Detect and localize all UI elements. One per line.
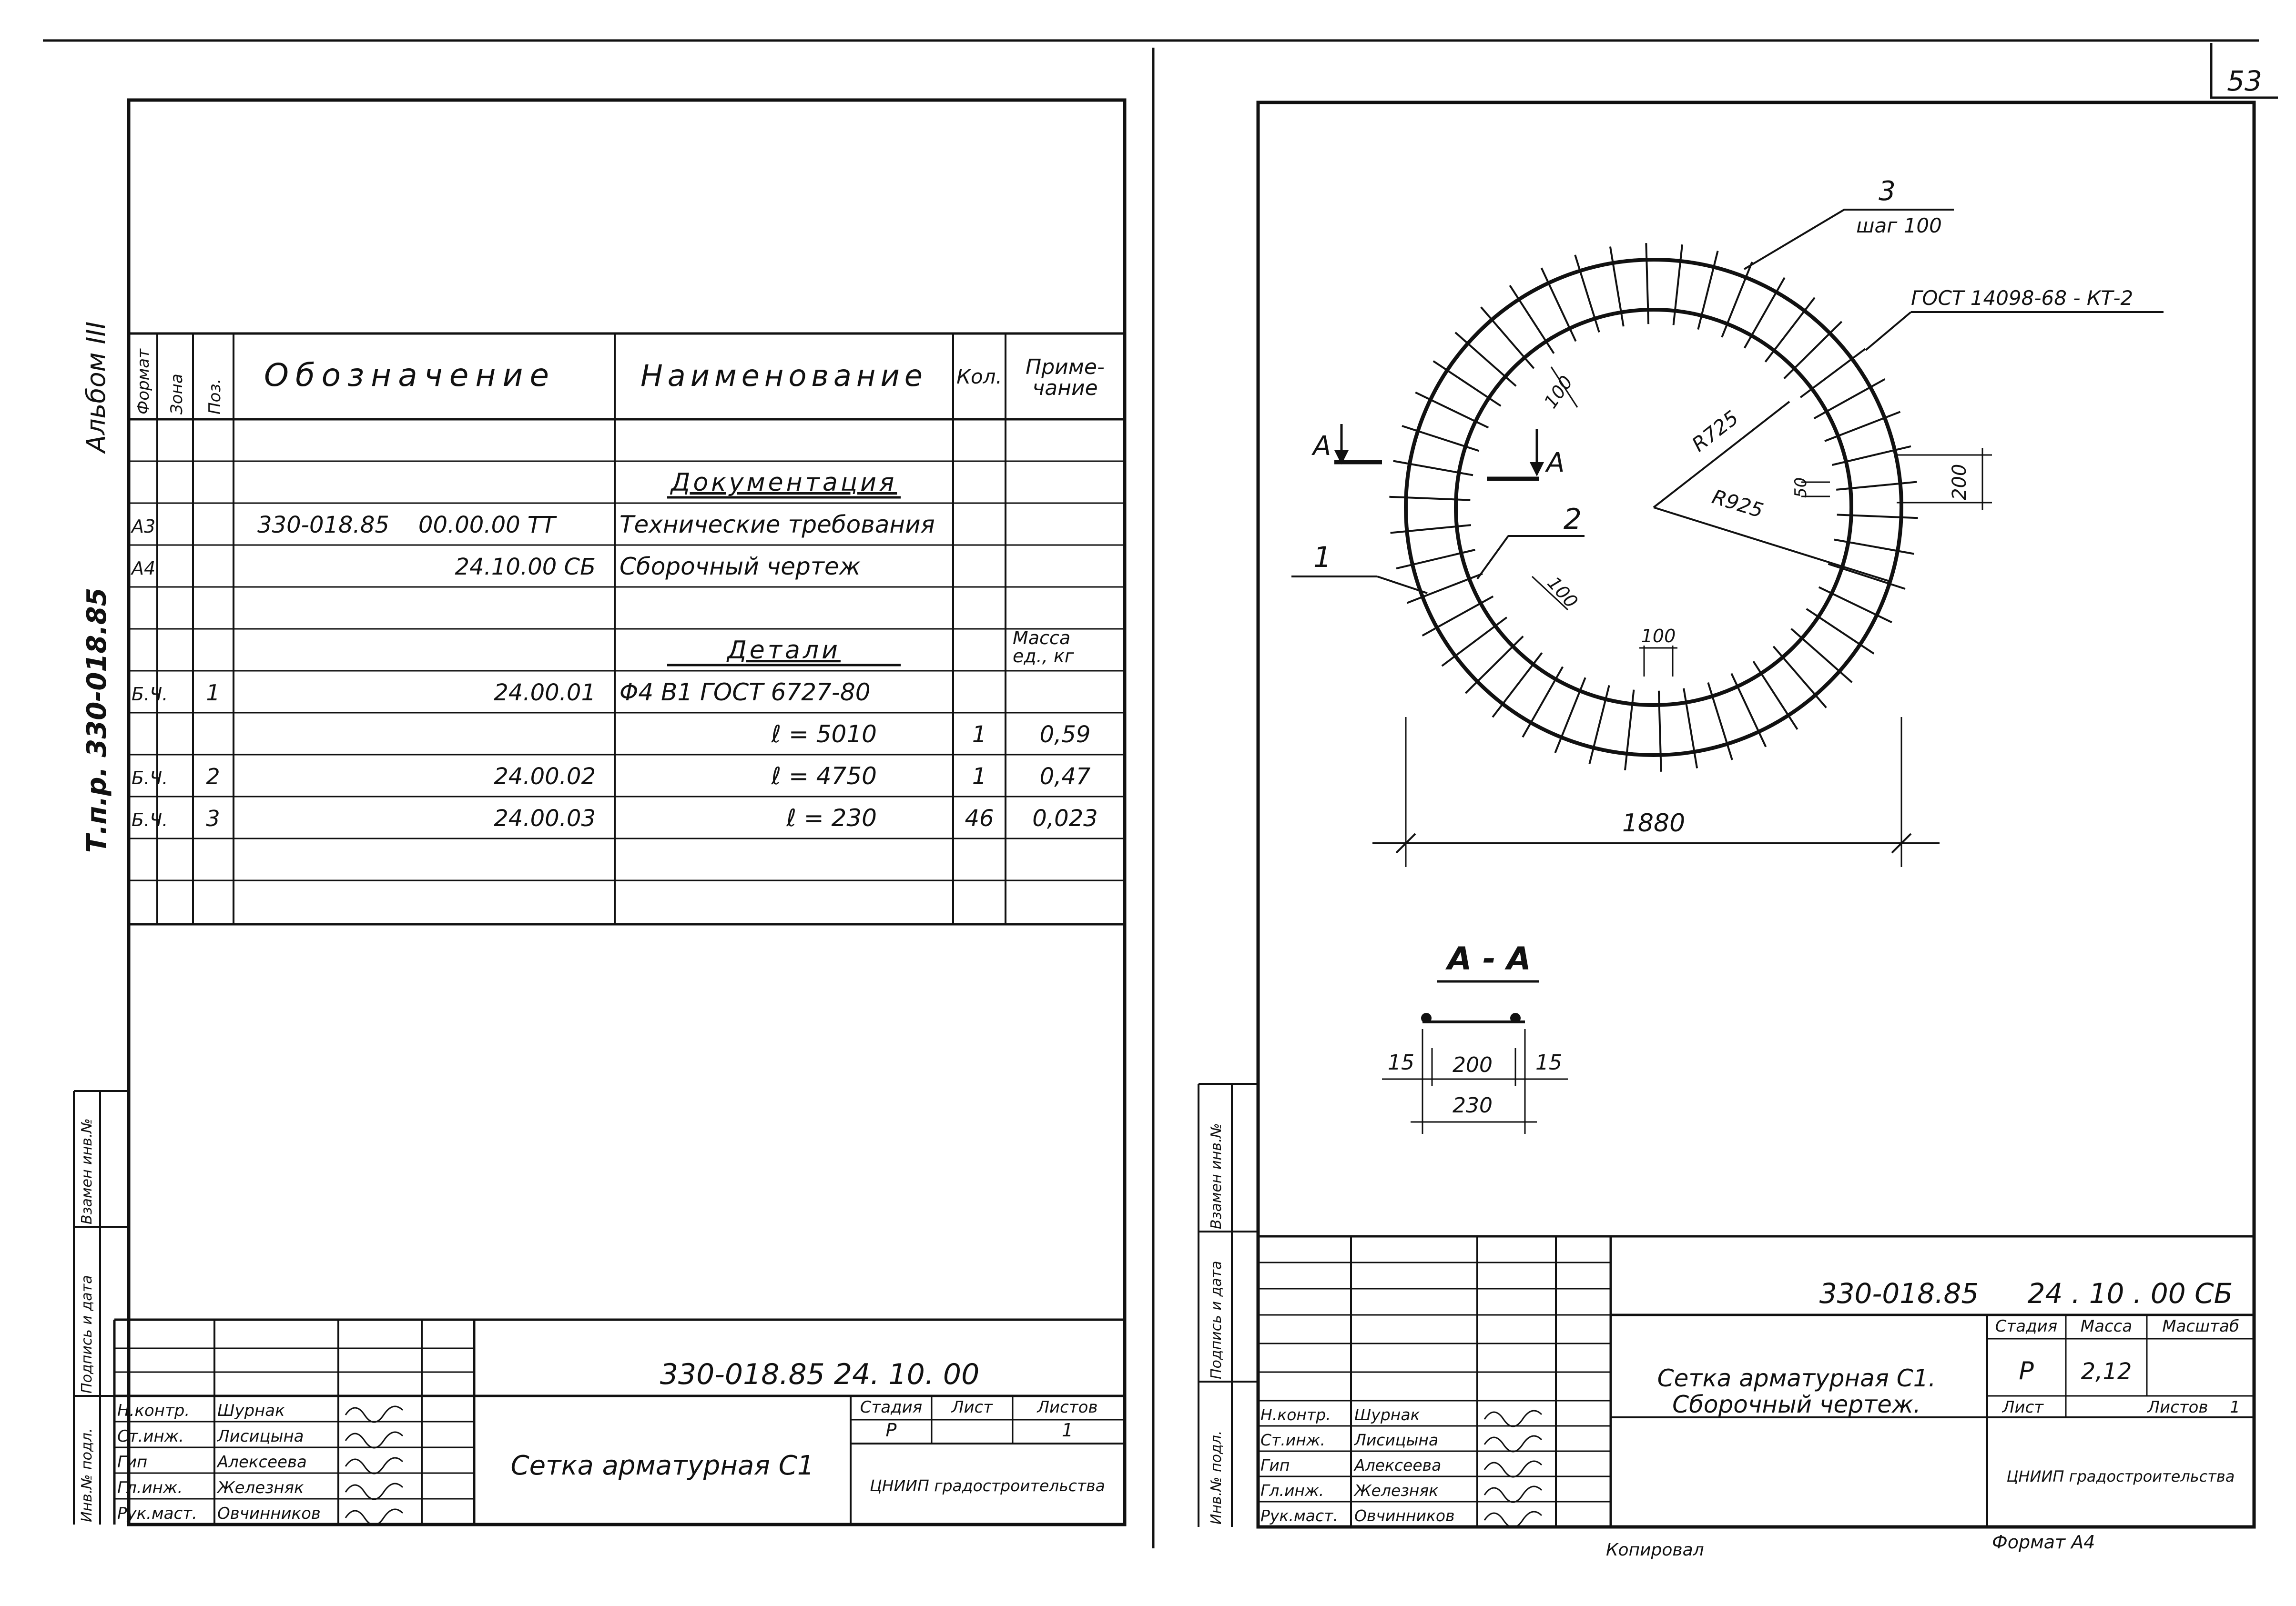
spec-format: Б.Ч. [132,768,168,788]
right-masshtab-label: Масштаб [2162,1317,2239,1336]
header-format: Формат [134,349,153,414]
spec-oboznachenie: 24.00.01 [494,679,596,706]
right-side-label-inv-podl: Инв.№ подл. [1208,1430,1225,1525]
radial-bar [1791,629,1852,683]
spec-format: А4 [132,558,156,579]
pos-2-label: 2 [1563,503,1582,536]
header-kol: Кол. [956,365,1002,388]
spec-oboznachenie: 24.00.03 [494,805,596,832]
header-oboznachenie: Обозначение [264,357,556,394]
radial-bar [1481,307,1534,369]
spec-kol: 46 [965,805,994,832]
dim-100-lower: 100 [1543,572,1582,612]
spec-naimenovanie: Φ4 В1 ГОСТ 6727-80 [620,678,871,706]
right-title-name-2: Сборочный чертеж. [1672,1391,1921,1418]
radius-inner-label: R725 [1687,405,1743,456]
left-list-label: Лист [951,1398,993,1417]
gost-mesh-label: ГОСТ 14098-68 - КТ-2 [1911,286,2133,310]
radial-bar [1389,497,1470,500]
pos-3-label: 3 [1879,176,1896,207]
signature [1484,1411,1542,1426]
side-label-inv-podl: Инв.№ подл. [79,1428,95,1522]
right-massa-label: Масса [2080,1317,2133,1336]
sec-dim-200: 200 [1453,1053,1493,1077]
signer-name: Алексеева [217,1453,307,1472]
left-title-block [114,1320,1125,1525]
dim-100-top: 100 [1540,372,1577,413]
right-side-stamp [1199,1084,1258,1527]
radial-bar [1523,667,1563,737]
side-label-podpis: Подпись и дата [79,1275,95,1394]
left-stadia-label: Стадия [860,1398,923,1417]
right-stadia-label: Стадия [1995,1317,2058,1336]
spec-naimenovanie: Сборочный чертеж [620,553,861,580]
signature [345,1432,403,1448]
sec-dim-15-right: 15 [1535,1050,1562,1075]
radial-bar [1745,278,1785,348]
radial-bar [1765,298,1815,362]
spec-oboznachenie: 24.00.02 [494,763,596,790]
radial-bar [1784,322,1842,379]
right-side-label-inv-zamen: Взамен инв.№ [1208,1123,1225,1229]
signer-role: Ст.инж. [1260,1431,1325,1449]
right-side-label-podpis: Подпись и дата [1208,1261,1225,1379]
left-listov-label: Листов [1037,1398,1098,1417]
section-title: А - А [1447,940,1531,977]
signer-role: Гип [117,1453,148,1472]
right-sheet [1199,102,2254,1560]
signer-name: Шурнак [1354,1405,1420,1424]
header-poz: Поз. [205,378,224,414]
spec-primechanie: 0,023 [1032,805,1098,832]
section-a-a [1382,940,1568,1134]
spec-poz: 2 [206,764,220,789]
spec-row [667,627,1075,667]
spec-primechanie: 0,47 [1039,763,1091,790]
spec-section-title: Документация [671,468,897,497]
spec-primechanie: 0,59 [1039,721,1091,748]
radius-outer-label: R925 [1709,485,1766,523]
ring-mesh-drawing [1291,176,2164,867]
spec-oboznachenie: 24.10.00 СБ [455,554,596,580]
signer-name: Железняк [217,1478,304,1497]
signature [345,1484,403,1499]
footer-kopiroval: Копировал [1606,1540,1704,1560]
spec-format: Б.Ч. [132,809,168,830]
specification-table [129,333,1125,924]
signer-role: Рук.маст. [1260,1506,1338,1525]
radial-bar [1659,691,1661,772]
radial-bar [1442,617,1507,666]
spec-kol: 1 [972,763,987,790]
spec-row [130,553,861,580]
signature [345,1406,403,1422]
dim-50: 50 [1791,477,1810,498]
right-massa: 2,12 [2081,1358,2132,1385]
radial-bar [1433,361,1501,406]
spec-format: Б.Ч. [132,684,168,705]
right-title-code2: 24 . 10 . 00 СБ [2027,1277,2233,1310]
spec-naimenovanie: ℓ = 4750 [771,762,877,790]
signer-name: Железняк [1354,1481,1439,1500]
footer-format: Формат А4 [1992,1532,2095,1553]
spec-kol: 1 [972,721,987,748]
signature [345,1458,403,1474]
radial-bar [1493,653,1542,717]
dim-1880: 1880 [1622,809,1686,838]
signer-role: Н.контр. [117,1401,190,1420]
left-title-name: Сетка арматурная С1 [510,1450,814,1481]
right-listov: 1 [2230,1398,2240,1417]
left-title-org: ЦНИИП градостроительства [870,1476,1105,1495]
radial-bar [1800,349,1865,397]
signer-name: Овчинников [217,1504,321,1523]
dim-100-bottom: 100 [1641,626,1676,646]
signer-name: Овчинников [1354,1506,1455,1525]
right-title-block [1258,1236,2254,1527]
radial-bar [1510,285,1554,354]
album-label: Альбом III [81,321,111,453]
signer-name: Лисицына [217,1427,304,1446]
right-frame [1258,102,2254,1527]
signer-role: Гип [1260,1456,1290,1475]
radial-bar [1753,661,1797,729]
left-title-code: 330-018.85 24. 10. 00 [660,1358,980,1391]
radial-bar [1646,243,1648,324]
step-label: шаг 100 [1856,214,1942,237]
spec-row [130,511,935,538]
signature [1484,1436,1542,1452]
signer-name: Алексеева [1354,1456,1442,1475]
side-label-inv-zamen: Взамен инв.№ [79,1118,95,1224]
dim-200: 200 [1949,464,1971,500]
spec-row [771,720,1090,748]
signer-name: Шурнак [217,1401,285,1420]
cut-mark-a-right: А [1546,447,1565,478]
right-title-code: 330-018.85 [1819,1277,1979,1310]
signature [1484,1512,1542,1527]
spec-primechanie: Масса ед., кг [1013,627,1074,667]
signer-role: Гл.инж. [117,1478,183,1497]
right-stadia: Р [2019,1357,2034,1385]
spec-row [667,468,901,497]
left-sheet [74,100,1125,1525]
sec-dim-15-left: 15 [1388,1050,1414,1075]
radial-bar [1773,646,1826,708]
signer-role: Ст.инж. [117,1427,184,1446]
radial-bar [1455,333,1516,386]
spec-naimenovanie: ℓ = 5010 [771,720,877,748]
signature [1484,1461,1542,1477]
left-listov: 1 [1061,1420,1074,1441]
spec-format: А3 [132,516,156,537]
spec-section-title: Детали [727,636,841,665]
project-label: Т.п.р. 330-018.85 [81,587,112,853]
spec-row [132,762,1091,790]
spec-oboznachenie: 330-018.85 00.00.00 ТТ [257,512,556,538]
radial-bar [1837,515,1918,518]
signature [345,1509,403,1525]
header-naimenovanie: Наименование [640,358,927,393]
signer-role: Рук.маст. [117,1504,197,1523]
signer-role: Гл.инж. [1260,1481,1324,1500]
radial-bar [1807,609,1874,654]
spec-poz: 1 [206,680,220,706]
header-zona: Зона [167,374,186,414]
spec-poz: 3 [206,806,220,831]
right-title-name-1: Сетка арматурная С1. [1657,1364,1936,1392]
right-listov-label: Листов [2147,1398,2208,1417]
spec-row [132,678,871,706]
signature [1484,1486,1542,1502]
radial-bar [1465,636,1523,694]
right-list-label: Лист [2002,1398,2044,1417]
right-title-org: ЦНИИП градостроительства [2006,1467,2235,1485]
spec-naimenovanie: Технические требования [620,511,935,538]
sheet-number: 53 [2227,65,2262,97]
header-primechanie: Приме-чание [1026,355,1105,400]
pos-1-label: 1 [1313,541,1332,574]
signer-name: Лисицына [1354,1431,1439,1449]
sec-dim-230: 230 [1453,1093,1493,1118]
signer-role: Н.контр. [1260,1405,1331,1424]
cut-mark-a-left: А [1313,431,1331,462]
left-stadia: Р [885,1420,897,1441]
spec-naimenovanie: ℓ = 230 [786,804,877,832]
